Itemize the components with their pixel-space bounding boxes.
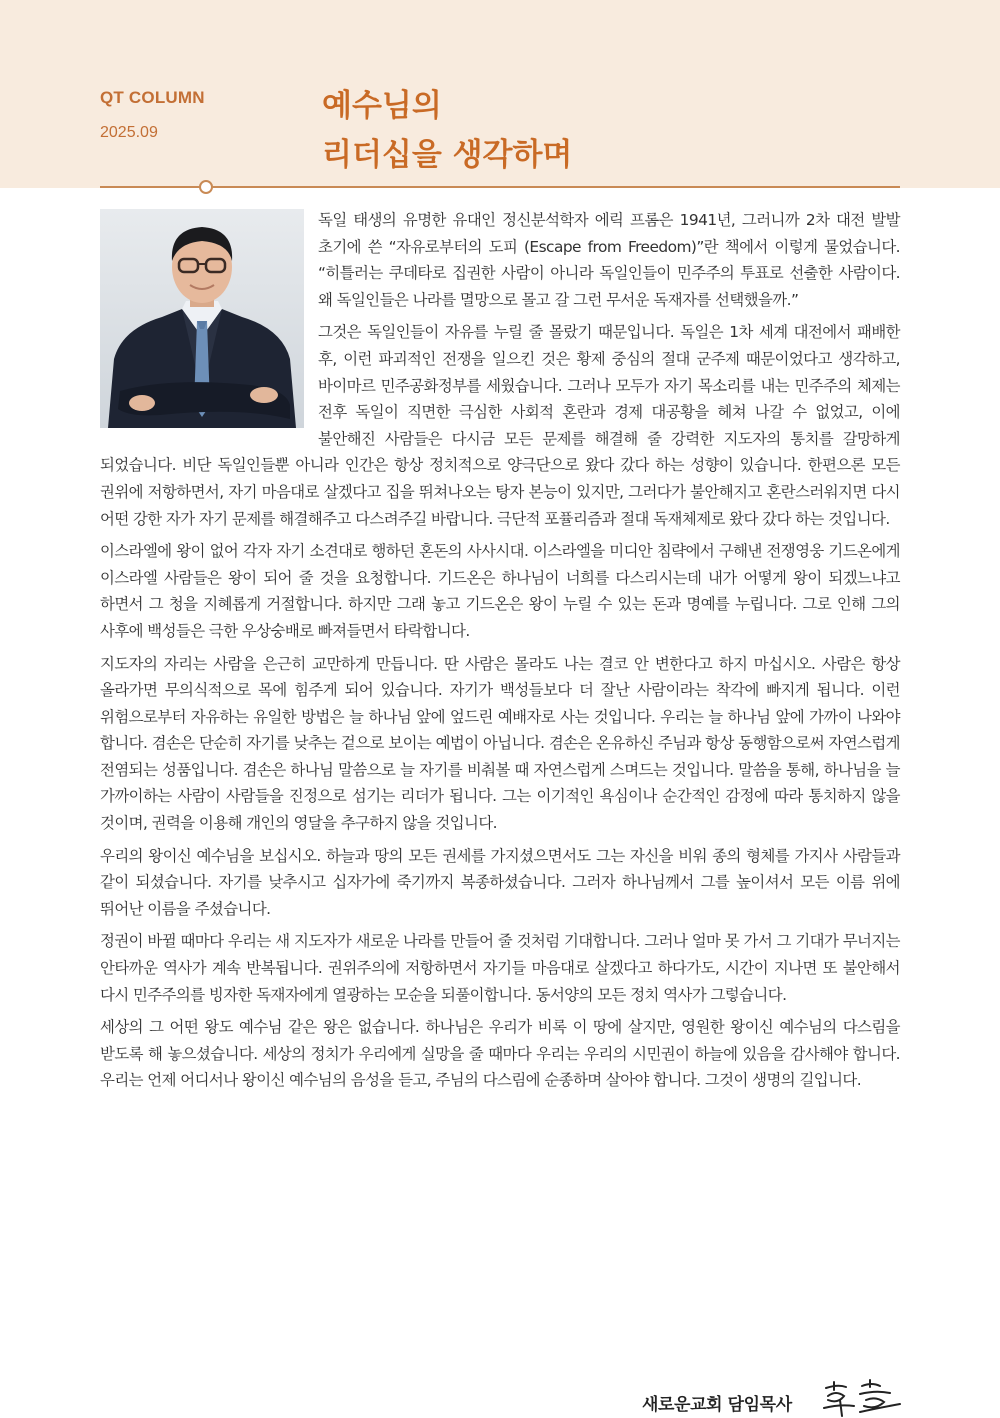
handwritten-signature <box>820 1378 904 1418</box>
divider-dot <box>199 180 213 194</box>
title-line-2: 리더십을 생각하며 <box>322 137 573 173</box>
paragraph-1: 독일 태생의 유명한 유대인 정신분석학자 에릭 프롬은 1941년, 그러니까 2차 대전 발발 초기에 쓴 “자유로부터의 도피 (Escape from Freedom)”란 책에서 이렇게 물었습니다. “히틀러는 쿠데타로 집권한 사람이 아니라 독일인들이 민주주의 투표로 선출한 사람이다. 왜 독일인들은 나라를 멸망으로 몰고 갈 그런 무서운 독재자를 선택했을까.” <box>318 211 900 309</box>
signature-block <box>642 1378 904 1418</box>
paragraph-2: 그것은 독일인들이 자유를 누릴 줄 몰랐기 때문입니다. 독일은 1차 세계 대전에서 패배한 후, 이런 파괴적인 전쟁을 일으킨 것은 황제 중심의 절대 군주제 때문이었다고 생각하고, 바이마르 민주공화정부를 세웠습니다. 그러나 모두가 자기 목소리를 내는 민주주의 체제는 전후 독일이 직면한 극심한 사회적 혼란과 경제 대공황을 헤쳐 나갈 수 없었고, 이에 불안해진 사람들은 다시금 모든 문제를 해결해 줄 강력한 지도자의 통치를 갈망하게 되었습니다. 비단 독일인들뿐 아니라 인간은 항상 정치적으로 양극단으로 왔다 갔다 하는 성향이 있습니다. 한편으론 모든 권위에 저항하면서, 자기 마음대로 살겠다고 집을 뛰쳐나오는 탕자 본능이 있지만, 그러다가 불안해지고 혼란스러워지면 다시 어떤 강한 자가 자기 문제를 해결해주고 다스려주길 바랍니다. 극단적 포퓰리즘과 절대 독재체제로 왔다 갔다 하는 것입니다. <box>100 323 900 528</box>
portrait-illustration <box>100 209 304 428</box>
paragraph-5: 우리의 왕이신 예수님을 보십시오. 하늘과 땅의 모든 권세를 가지셨으면서도 그는 자신을 비워 종의 형체를 가지사 사람들과 같이 되셨습니다. 자기를 낮추시고 십자가에 죽기까지 복종하셨습니다. 그러자 하나님께서 그를 높이셔서 모든 이름 위에 뛰어난 이름을 주셨습니다. <box>100 846 900 918</box>
column-date: 2025.09 <box>100 124 158 141</box>
paragraph-6: 정권이 바뀔 때마다 우리는 새 지도자가 새로운 나라를 만들어 줄 것처럼 기대합니다. 그러나 얼마 못 가서 그 기대가 무너지는 안타까운 역사가 계속 반복됩니다. 권위주의에 저항하면서 자기들 마음대로 살겠다고 하다가도, 시간이 지나면 또 불안해서 다시 민주주의를 빙자한 독재자에게 열광하는 모순을 되풀이합니다. 동서양의 모든 정치 역사가 그렇습니다. <box>100 932 900 1004</box>
paragraph-4: 지도자의 자리는 사람을 은근히 교만하게 만듭니다. 딴 사람은 몰라도 나는 결코 안 변한다고 하지 마십시오. 사람은 항상 올라가면 무의식적으로 목에 힘주게 되어 있습니다. 자기가 백성들보다 더 잘난 사람이라는 착각에 빠지게 됩니다. 이런 위험으로부터 자유하는 유일한 방법은 늘 하나님 앞에 엎드린 예배자로 사는 것입니다. 우리는 늘 하나님 앞에 가까이 나와야 합니다. 겸손은 단순히 자기를 낮추는 겉으로 보이는 예법이 아닙니다. 겸손은 온유하신 주님과 항상 동행함으로써 자연스럽게 전염되는 성품입니다. 겸손은 하나님 말씀으로 늘 자기를 비춰볼 때 자연스럽게 스며드는 것입니다. 말씀을 통해, 하나님을 늘 가까이하는 사람이 사람들을 진정으로 섬기는 리더가 됩니다. 그는 이기적인 욕심이나 순간적인 감정에 따라 통치하지 않을 것이며, 권력을 이용해 개인의 영달을 추구하지 않을 것입니다. <box>100 654 900 833</box>
pastor-photo <box>100 209 304 428</box>
signature-title: 새로운교회 담임목사 <box>642 1395 792 1415</box>
title-divider <box>100 186 900 188</box>
article-body <box>100 207 900 1100</box>
page-title <box>322 82 572 180</box>
title-line-1: 예수님의 <box>322 88 442 124</box>
paragraph-7: 세상의 그 어떤 왕도 예수님 같은 왕은 없습니다. 하나님은 우리가 비록 이 땅에 살지만, 영원한 왕이신 예수님의 다스림을 받도록 해 놓으셨습니다. 세상의 정치가 우리에게 실망을 줄 때마다 우리는 우리의 시민권이 하늘에 있음을 감사해야 합니다. 우리는 언제 어디서나 왕이신 예수님의 음성을 듣고, 주님의 다스림에 순종하며 살아야 합니다. 그것이 생명의 길입니다. <box>100 1018 900 1090</box>
column-label: QT COLUMN <box>100 88 205 107</box>
paragraph-3: 이스라엘에 왕이 없어 각자 자기 소견대로 행하던 혼돈의 사사시대. 이스라엘을 미디안 침략에서 구해낸 전쟁영웅 기드온에게 이스라엘 사람들은 왕이 되어 줄 것을 요청합니다. 기드온은 하나님이 너희를 다스리시는데 내가 어떻게 왕이 되겠느냐고 하면서 그 청을 지혜롭게 거절합니다. 하지만 그래 놓고 기드온은 왕이 누릴 수 있는 돈과 명예를 누립니다. 그로 인해 그의 사후에 백성들은 극한 우상숭배로 빠져들면서 타락합니다. <box>100 542 900 640</box>
